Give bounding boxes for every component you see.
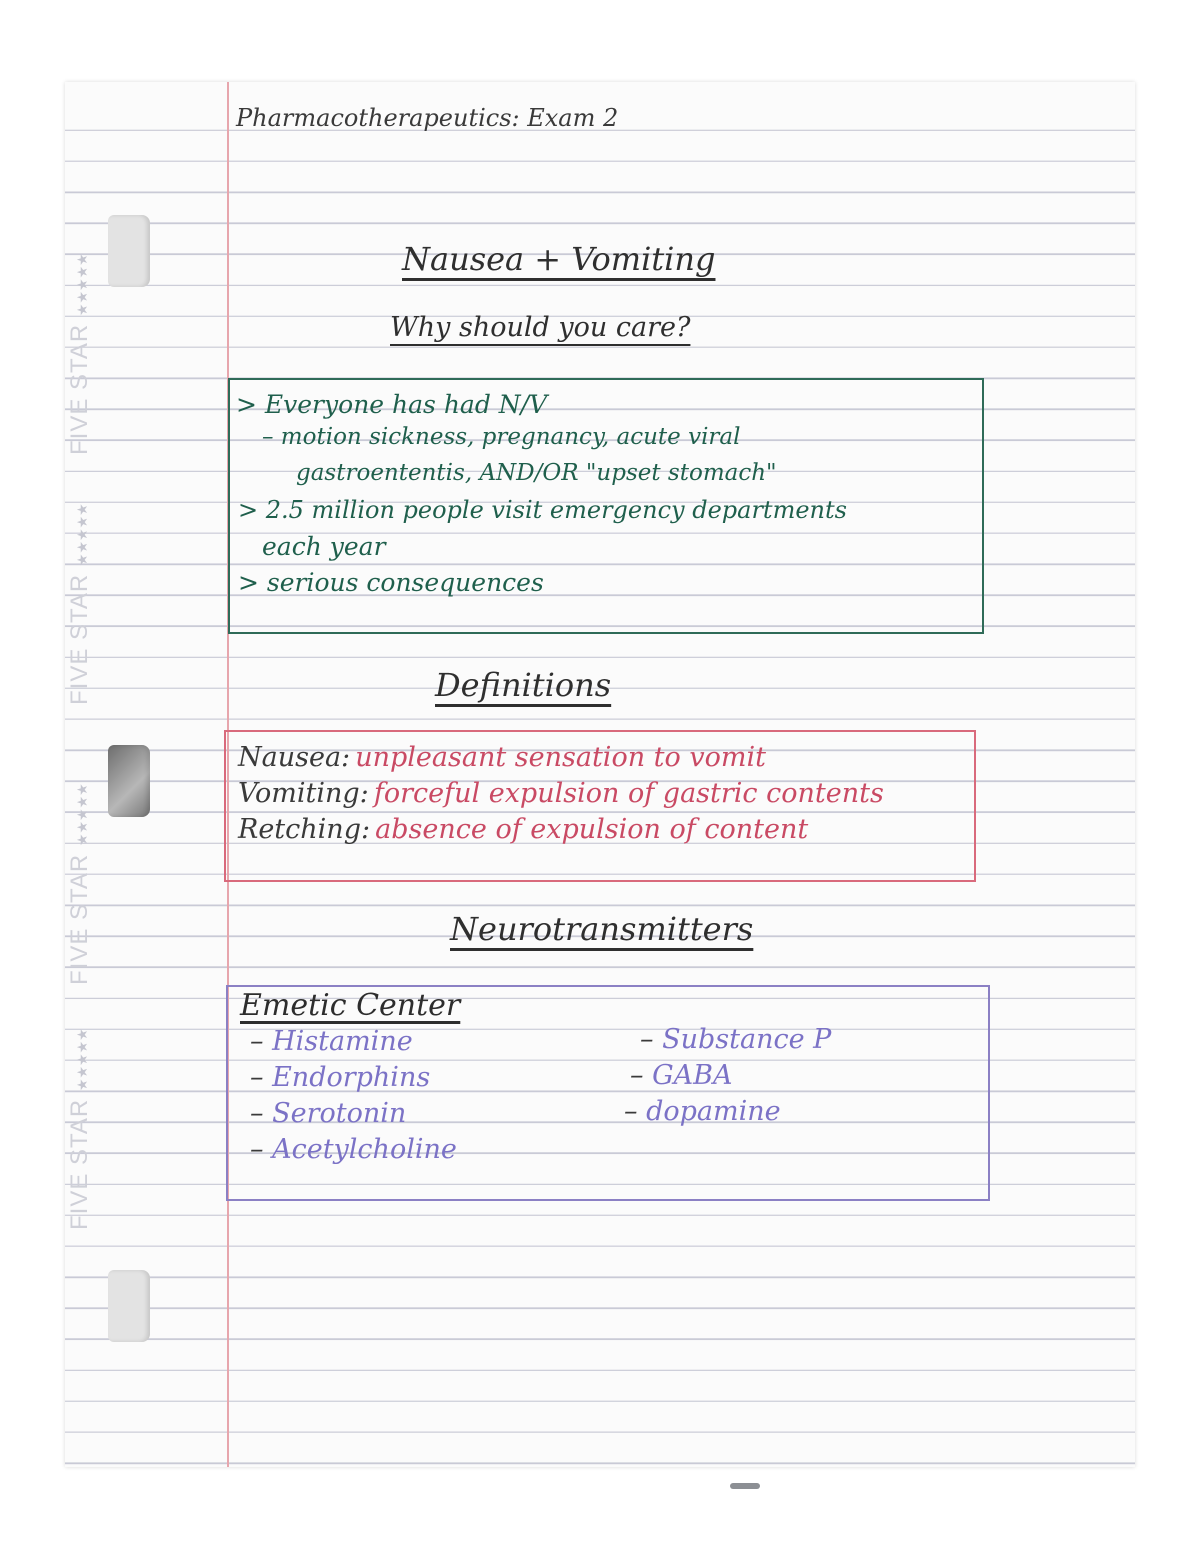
why-line: > serious consequences <box>238 568 544 597</box>
definition-text: absence of expulsion of content <box>375 814 809 845</box>
neurotransmitter-item: – dopamine <box>624 1096 781 1127</box>
why-line: > 2.5 million people visit emergency departments <box>238 496 847 524</box>
brand-watermark: FIVE STAR ★★★★★ <box>66 783 93 985</box>
neurotransmitter-item: – Histamine <box>250 1026 413 1057</box>
binder-hole-bottom <box>108 1270 150 1342</box>
binder-hole-middle <box>108 745 150 817</box>
why-line: > Everyone has had N/V <box>236 390 548 419</box>
definition-row <box>238 742 766 773</box>
why-title: Why should you care? <box>390 312 691 343</box>
neurotransmitters-title: Neurotransmitters <box>450 910 754 948</box>
definition-term: Nausea: <box>238 742 351 773</box>
scan-mark <box>730 1483 760 1489</box>
brand-watermark: FIVE STAR ★★★★★ <box>66 1028 93 1230</box>
definition-text: forceful expulsion of gastric contents <box>373 778 884 809</box>
page-header: Pharmacotherapeutics: Exam 2 <box>236 104 619 132</box>
main-title: Nausea + Vomiting <box>402 240 716 278</box>
definitions-title: Definitions <box>435 666 612 704</box>
neurotransmitter-item: – Substance P <box>640 1024 832 1055</box>
neurotransmitter-item: – Serotonin <box>250 1098 407 1129</box>
why-line: gastroententis, AND/OR "upset stomach" <box>296 460 777 486</box>
definition-term: Retching: <box>238 814 371 845</box>
definition-row <box>238 778 884 809</box>
neurotransmitter-item: – Acetylcholine <box>250 1134 457 1165</box>
definition-text: unpleasant sensation to vomit <box>355 742 766 773</box>
neurotransmitter-item: – GABA <box>630 1060 733 1091</box>
definition-row <box>238 814 808 845</box>
binder-hole-top <box>108 215 150 287</box>
brand-watermark: FIVE STAR ★★★★★ <box>66 253 93 455</box>
definition-term: Vomiting: <box>238 778 369 809</box>
why-line: – motion sickness, pregnancy, acute viral <box>262 424 741 450</box>
neurotransmitter-item: – Endorphins <box>250 1062 431 1093</box>
emetic-heading: Emetic Center <box>240 988 461 1023</box>
why-line: each year <box>262 532 386 561</box>
brand-watermark: FIVE STAR ★★★★★ <box>66 503 93 705</box>
